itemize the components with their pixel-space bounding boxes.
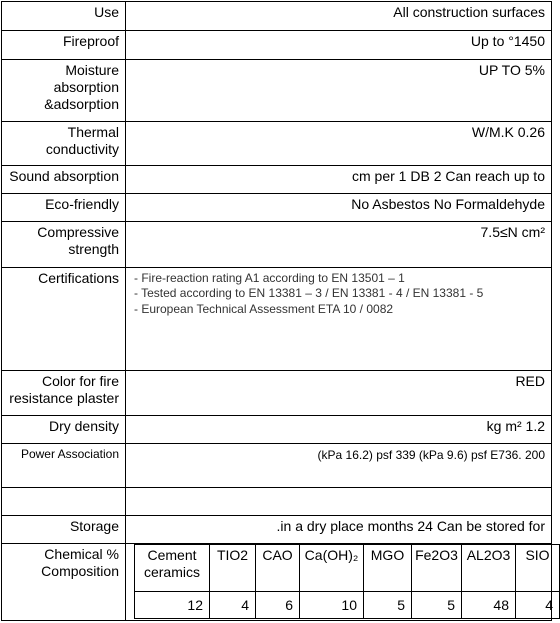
chemical-value: 48 [462,592,516,619]
compressive-label: Compressive strength [2,222,126,267]
storage-value: .in a dry place months 24 Can be stored for [126,515,552,543]
fireproof-value: Up to °1450 [126,31,552,59]
certification-item: - Fire-reaction rating A1 according to EN 13501 – 1 [134,270,405,285]
row-fireproof [2,31,552,59]
chemical-header: Ca(OH)₂ [300,545,364,592]
moisture-value: UP TO 5% [126,59,552,122]
sound-label: Sound absorption [2,165,126,193]
chemical-value: 12 [135,592,210,619]
certifications-label: Certifications [2,267,126,370]
certification-item: - European Technical Assessment ETA 10 / 0082 [134,301,394,316]
power-label: Power Association [2,444,126,487]
certification-item: - Tested according to EN 13381 – 3 / EN 13381 - 4 / EN 13381 - 5 [134,286,484,301]
row-chemical [2,544,552,621]
moisture-label: Moisture absorption &adsorption [2,59,126,122]
chemical-table [134,544,560,619]
row-certifications [2,267,552,370]
empty-label [2,487,126,515]
chemical-value: 6 [256,592,300,619]
chemical-header: CAO [256,545,300,592]
compressive-value: 7.5≤N cm² [126,222,552,267]
row-thermal [2,122,552,165]
row-color [2,370,552,415]
chemical-label: Chemical % Composition [2,544,126,621]
storage-label: Storage [2,515,126,543]
use-label: Use [2,2,126,31]
specification-table [1,1,552,621]
row-compressive [2,222,552,267]
row-density [2,415,552,443]
row-eco [2,193,552,221]
chemical-header: AL2O3 [462,545,516,592]
chemical-header: TIO2 [210,545,256,592]
color-label: Color for fire resistance plaster [2,370,126,415]
row-sound [2,165,552,193]
chemical-header: MGO [364,545,412,592]
chemical-value: 5 [364,592,412,619]
thermal-value: W/M.K 0.26 [126,122,552,165]
eco-label: Eco-friendly [2,193,126,221]
row-moisture [2,59,552,122]
chemical-composition [126,544,552,621]
row-empty [2,487,552,515]
color-value: RED [126,370,552,415]
chemical-header: Fe2O3 [412,545,462,592]
certifications-list [126,267,552,370]
chemical-value: 10 [300,592,364,619]
row-power [2,444,552,487]
chemical-value: 4 [516,592,560,619]
eco-value: No Asbestos No Formaldehyde [126,193,552,221]
empty-value [126,487,552,515]
power-value: (kPa 16.2) psf 339 (kPa 9.6) psf E736. 200 [126,444,552,487]
row-storage [2,515,552,543]
chemical-value: 4 [210,592,256,619]
sound-value: cm per 1 DB 2 Can reach up to [126,165,552,193]
fireproof-label: Fireproof [2,31,126,59]
row-use [2,2,552,31]
density-label: Dry density [2,415,126,443]
density-value: kg m² 1.2 [126,415,552,443]
thermal-label: Thermal conductivity [2,122,126,165]
chemical-value-row [135,592,560,619]
use-value: All construction surfaces [126,2,552,31]
chemical-value: 5 [412,592,462,619]
chemical-header: Cement ceramics [135,545,210,592]
chemical-header-row [135,545,560,592]
chemical-header: SIO [516,545,560,592]
